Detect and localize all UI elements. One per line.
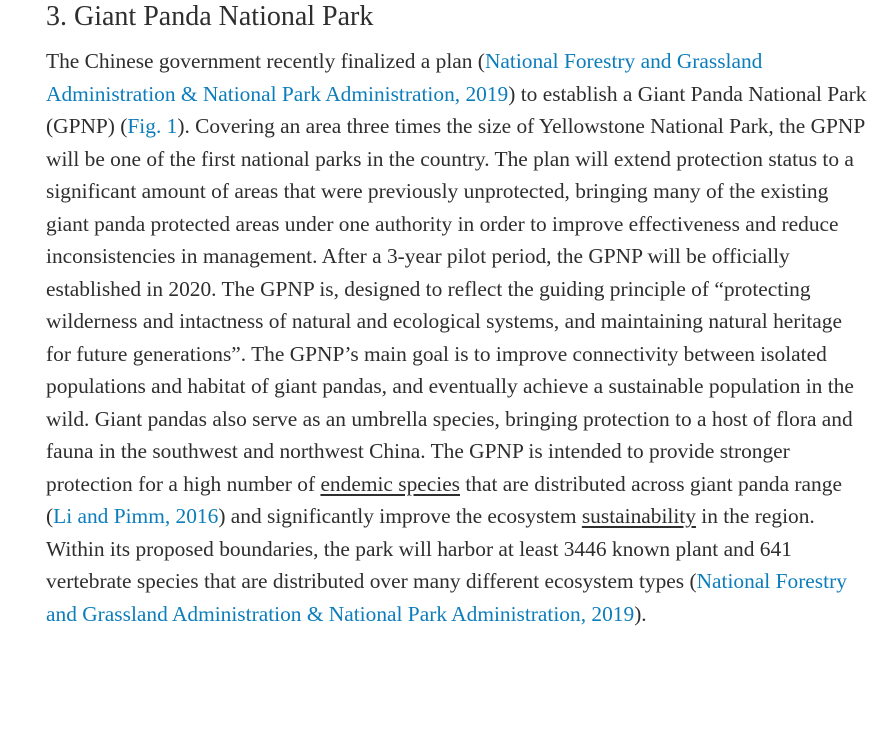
citation-link-nfga-2019[interactable]: National Forestry and Grassland Administration & National Park Administration, 2019 [46,49,763,106]
glossary-link-sustainability[interactable]: sustainability [581,504,696,528]
paragraph-text-6: in the region. Within its proposed boundaries, the park will harbor at least 3446 known plant and 641 vertebrate species that are distributed over many different ecosystem types ( [46,504,815,593]
citation-link-li-pimm-2016[interactable]: Li and Pimm, 2016 [53,504,219,528]
paragraph-text-1: The Chinese government recently finalized a plan ( [46,49,485,73]
section-paragraph [46,45,871,630]
paragraph-text-5: ) and significantly improve the ecosystem [218,504,582,528]
paragraph-text-4: that are distributed across giant panda range ( [46,471,842,528]
section-title: 3. Giant Panda National Park [46,1,374,32]
glossary-link-endemic-species[interactable]: endemic species [320,471,461,496]
paragraph-text-3: ). Covering an area three times the size of Yellowstone National Park, the GPNP will be one of the first national parks in the country. The plan will extend protection status to a significant amount of areas that were previously unprotected, bringing many of the existing giant panda protected areas under one authority in order to improve effectiveness and reduce inconsistencies in management. After a 3-year pilot period, the GPNP will be officially established in 2020. The GPNP is, designed to reflect the guiding principle of “protecting wilderness and intactness of natural and ecological systems, and maintaining natural heritage for future generations”. The GPNP’s main goal is to improve connectivity between isolated populations and habitat of giant pandas, and eventually achieve a sustainable population in the wild. Giant pandas also serve as an umbrella species, bringing protection to a host of flora and fauna in the southwest and northwest China. The GPNP is intended to provide stronger protection for a high number of [46,114,865,496]
paragraph-text-7: ). [634,601,647,626]
figure-link-fig1[interactable]: Fig. 1 [127,114,178,138]
citation-link-nfga-2019-second[interactable]: National Forestry and Grassland Administration & National Park Administration, 2019 [46,569,847,626]
paragraph-text-2: ) to establish a Giant Panda National Park (GPNP) ( [46,81,867,138]
article-section [46,0,871,630]
